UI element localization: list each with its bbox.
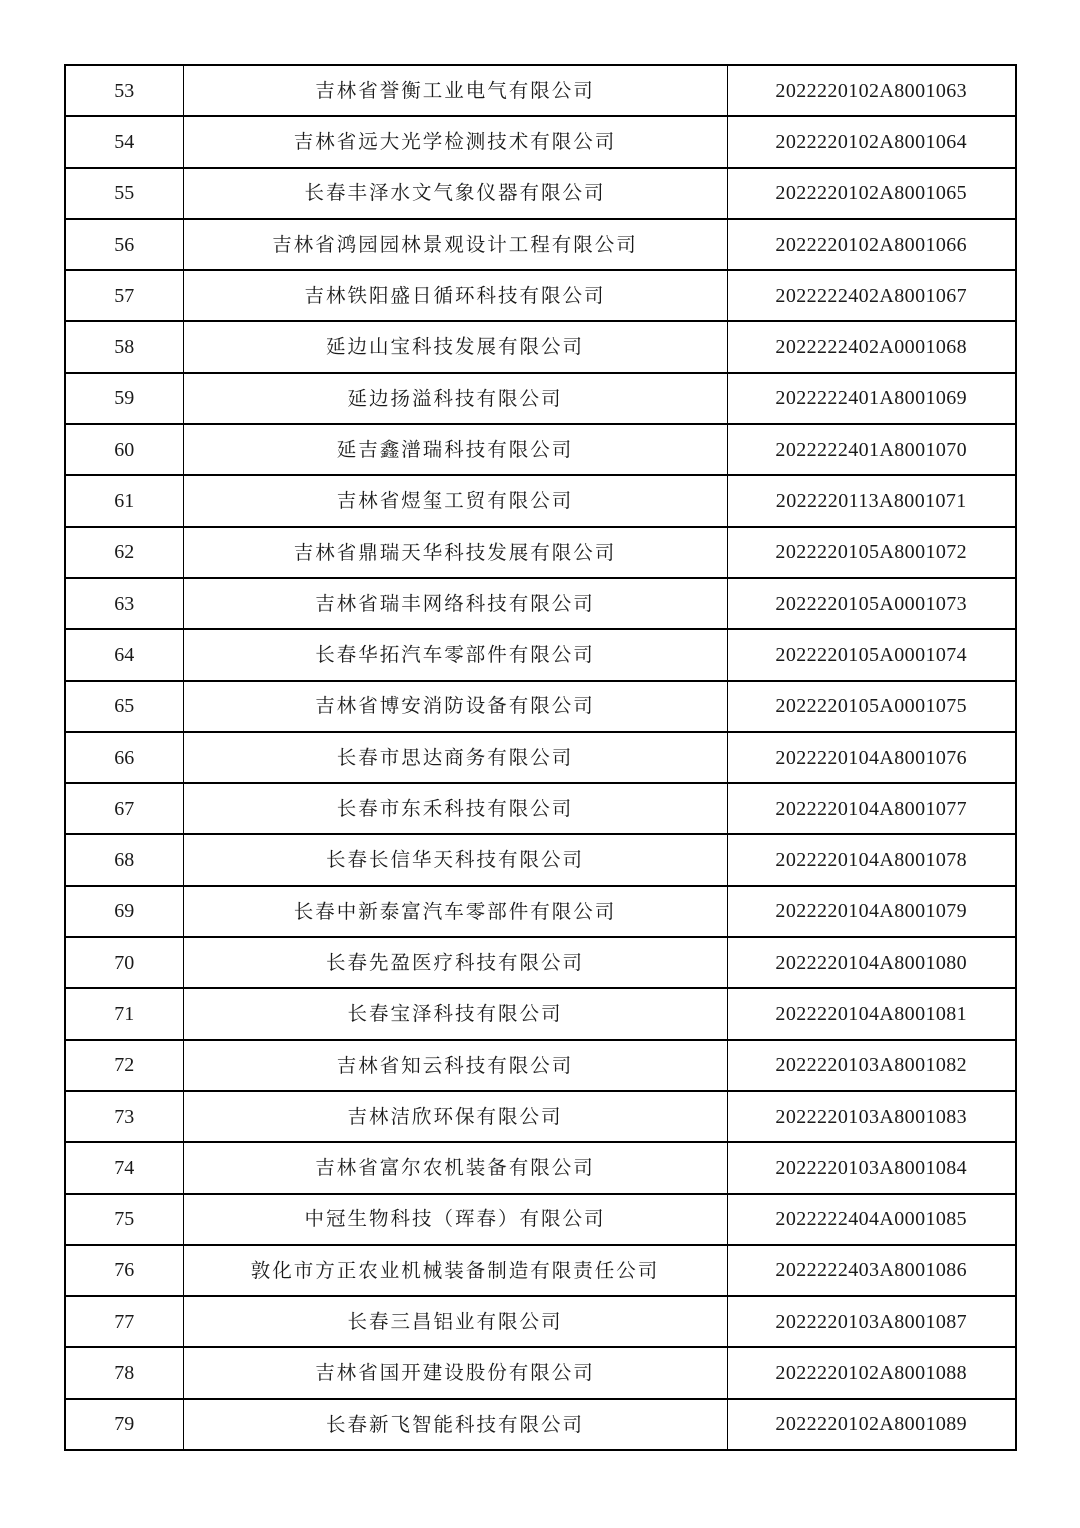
row-number-cell: 66 [65,732,183,783]
row-number-cell: 70 [65,937,183,988]
row-number-cell: 58 [65,321,183,372]
table-row [65,732,1016,783]
table-row [65,937,1016,988]
company-list-table [64,64,1017,1451]
table-row [65,578,1016,629]
company-name-cell: 中冠生物科技（珲春）有限公司 [183,1194,727,1245]
company-name-cell: 长春丰泽水文气象仪器有限公司 [183,168,727,219]
table-row [65,1296,1016,1347]
company-name-cell: 吉林洁欣环保有限公司 [183,1091,727,1142]
row-number-cell: 64 [65,629,183,680]
company-name-cell: 吉林省鸿园园林景观设计工程有限公司 [183,219,727,270]
registration-code-cell: 2022220102A8001064 [727,116,1016,167]
table-row [65,116,1016,167]
row-number-cell: 74 [65,1142,183,1193]
registration-code-cell: 2022220102A8001088 [727,1347,1016,1398]
row-number-cell: 55 [65,168,183,219]
table-row [65,1091,1016,1142]
row-number-cell: 77 [65,1296,183,1347]
registration-code-cell: 2022222401A8001069 [727,373,1016,424]
table-row [65,681,1016,732]
registration-code-cell: 2022222404A0001085 [727,1194,1016,1245]
registration-code-cell: 2022222402A8001067 [727,270,1016,321]
row-number-cell: 62 [65,527,183,578]
company-name-cell: 长春中新泰富汽车零部件有限公司 [183,886,727,937]
registration-code-cell: 2022220103A8001084 [727,1142,1016,1193]
table-row [65,65,1016,116]
company-name-cell: 吉林省煜玺工贸有限公司 [183,475,727,526]
table-body [65,65,1016,1450]
company-name-cell: 延边山宝科技发展有限公司 [183,321,727,372]
company-name-cell: 延吉鑫潽瑞科技有限公司 [183,424,727,475]
company-name-cell: 吉林省博安消防设备有限公司 [183,681,727,732]
company-name-cell: 吉林省知云科技有限公司 [183,1040,727,1091]
registration-code-cell: 2022222402A0001068 [727,321,1016,372]
table-row [65,1194,1016,1245]
table-row [65,168,1016,219]
row-number-cell: 76 [65,1245,183,1296]
row-number-cell: 53 [65,65,183,116]
table-row [65,475,1016,526]
registration-code-cell: 2022220105A0001073 [727,578,1016,629]
table-row [65,527,1016,578]
company-name-cell: 吉林省誉衡工业电气有限公司 [183,65,727,116]
row-number-cell: 71 [65,988,183,1039]
table-row [65,373,1016,424]
table-row [65,1399,1016,1450]
company-name-cell: 吉林省鼎瑞天华科技发展有限公司 [183,527,727,578]
table-row [65,834,1016,885]
registration-code-cell: 2022220113A8001071 [727,475,1016,526]
row-number-cell: 78 [65,1347,183,1398]
registration-code-cell: 2022220102A8001089 [727,1399,1016,1450]
table-row [65,219,1016,270]
registration-code-cell: 2022220103A8001083 [727,1091,1016,1142]
registration-code-cell: 2022220102A8001065 [727,168,1016,219]
registration-code-cell: 2022222403A8001086 [727,1245,1016,1296]
table-row [65,1142,1016,1193]
row-number-cell: 61 [65,475,183,526]
registration-code-cell: 2022220104A8001080 [727,937,1016,988]
row-number-cell: 65 [65,681,183,732]
company-name-cell: 吉林铁阳盛日循环科技有限公司 [183,270,727,321]
registration-code-cell: 2022222401A8001070 [727,424,1016,475]
registration-code-cell: 2022220102A8001066 [727,219,1016,270]
registration-code-cell: 2022220104A8001081 [727,988,1016,1039]
registration-code-cell: 2022220104A8001078 [727,834,1016,885]
table-row [65,988,1016,1039]
row-number-cell: 67 [65,783,183,834]
table-row [65,1347,1016,1398]
company-name-cell: 吉林省富尔农机装备有限公司 [183,1142,727,1193]
company-name-cell: 长春三昌铝业有限公司 [183,1296,727,1347]
registration-code-cell: 2022220103A8001082 [727,1040,1016,1091]
company-name-cell: 吉林省远大光学检测技术有限公司 [183,116,727,167]
row-number-cell: 56 [65,219,183,270]
table-row [65,886,1016,937]
company-name-cell: 长春市东禾科技有限公司 [183,783,727,834]
table-row [65,321,1016,372]
registration-code-cell: 2022220105A0001075 [727,681,1016,732]
row-number-cell: 79 [65,1399,183,1450]
row-number-cell: 73 [65,1091,183,1142]
registration-code-cell: 2022220104A8001076 [727,732,1016,783]
company-name-cell: 长春长信华天科技有限公司 [183,834,727,885]
company-name-cell: 吉林省瑞丰网络科技有限公司 [183,578,727,629]
company-name-cell: 长春先盈医疗科技有限公司 [183,937,727,988]
row-number-cell: 59 [65,373,183,424]
registration-code-cell: 2022220104A8001077 [727,783,1016,834]
row-number-cell: 69 [65,886,183,937]
row-number-cell: 57 [65,270,183,321]
company-name-cell: 长春新飞智能科技有限公司 [183,1399,727,1450]
company-name-cell: 长春市思达商务有限公司 [183,732,727,783]
registration-code-cell: 2022220103A8001087 [727,1296,1016,1347]
table-row [65,629,1016,680]
company-name-cell: 延边扬溢科技有限公司 [183,373,727,424]
row-number-cell: 75 [65,1194,183,1245]
row-number-cell: 63 [65,578,183,629]
row-number-cell: 54 [65,116,183,167]
table-row [65,1040,1016,1091]
registration-code-cell: 2022220104A8001079 [727,886,1016,937]
row-number-cell: 72 [65,1040,183,1091]
registration-code-cell: 2022220105A8001072 [727,527,1016,578]
table-row [65,270,1016,321]
table-row [65,1245,1016,1296]
registration-code-cell: 2022220105A0001074 [727,629,1016,680]
company-name-cell: 长春宝泽科技有限公司 [183,988,727,1039]
registration-code-cell: 2022220102A8001063 [727,65,1016,116]
company-name-cell: 吉林省国开建设股份有限公司 [183,1347,727,1398]
company-name-cell: 长春华拓汽车零部件有限公司 [183,629,727,680]
table-row [65,424,1016,475]
row-number-cell: 60 [65,424,183,475]
company-name-cell: 敦化市方正农业机械装备制造有限责任公司 [183,1245,727,1296]
row-number-cell: 68 [65,834,183,885]
table-row [65,783,1016,834]
